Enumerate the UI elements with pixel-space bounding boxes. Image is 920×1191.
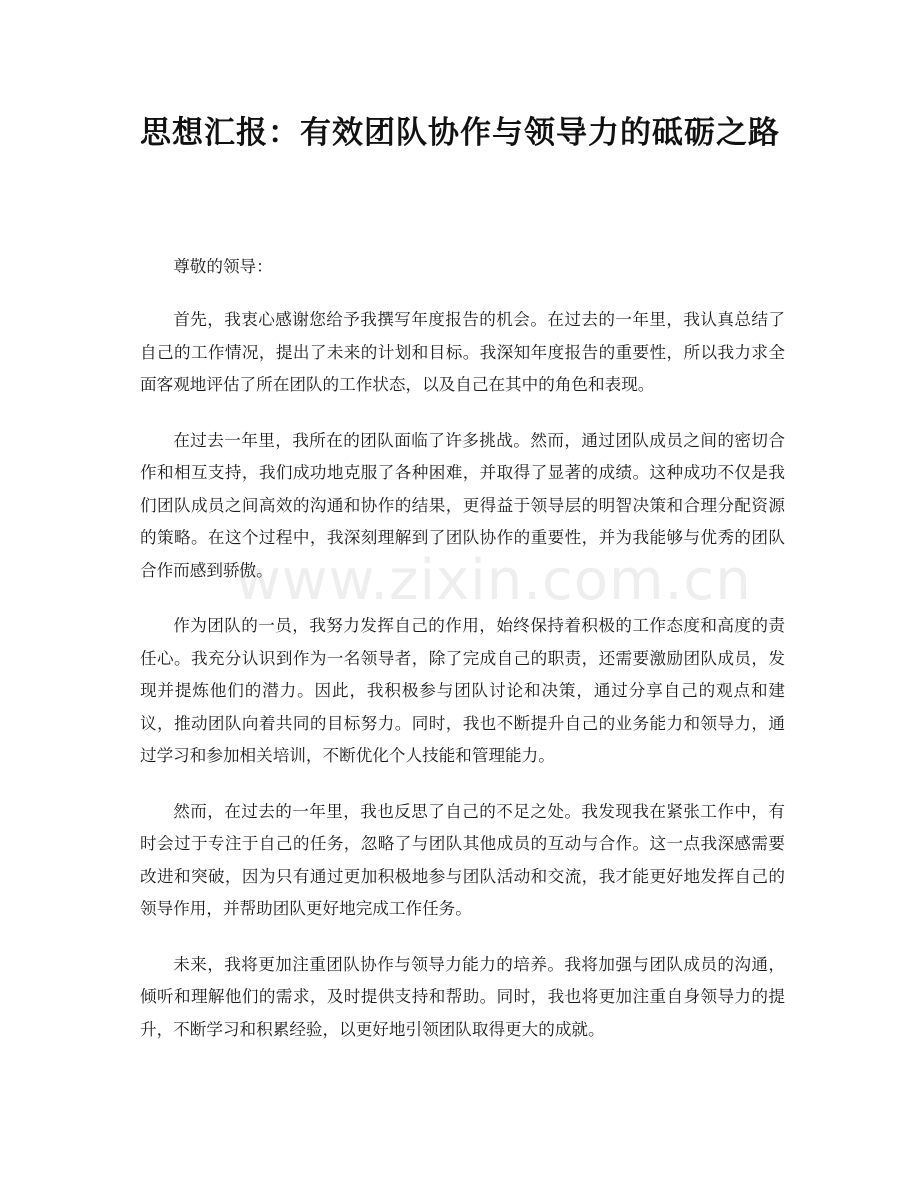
paragraph-2: 在过去一年里，我所在的团队面临了许多挑战。然而，通过团队成员之间的密切合作和相互支持，我们成功地克服了各种困难，并取得了显著的成绩。这种成功不仅是我们团队成员之间高效的沟通和协作的结果，更得益于领导层的明智决策和合理分配资源的策略。在这个过程中，我深刻理解到了团队协作的重要性，并为我能够与优秀的团队合作而感到骄傲。 [140,430,785,580]
salutation: 尊敬的领导： [173,257,273,276]
watermark: www.zixin.com.cn [235,548,752,613]
document-body [140,251,785,1069]
paragraph-1: 首先，我衷心感谢您给予我撰写年度报告的机会。在过去的一年里，我认真总结了自己的工作情况，提出了未来的计划和目标。我深知年度报告的重要性，所以我力求全面客观地评估了所在团队的工作状态，以及自己在其中的角色和表现。 [140,310,785,394]
paragraph-3: 作为团队的一员，我努力发挥自己的作用，始终保持着积极的工作态度和高度的责任心。我充分认识到作为一名领导者，除了完成自己的职责，还需要激励团队成员，发现并提炼他们的潜力。因此，我积极参与团队讨论和决策，通过分享自己的观点和建议，推动团队向着共同的目标努力。同时，我也不断提升自己的业务能力和领导力，通过学习和参加相关培训，不断优化个人技能和管理能力。 [140,616,785,765]
paragraph-4: 然而，在过去的一年里，我也反思了自己的不足之处。我发现我在紧张工作中，有时会过于专注于自己的任务，忽略了与团队其他成员的互动与合作。这一点我深感需要改进和突破，因为只有通过更加积极地参与团队活动和交流，我才能更好地发挥自己的领导作用，并帮助团队更好地完成工作任务。 [140,801,785,918]
document-title: 思想汇报：有效团队协作与领导力的砥砺之路 [140,115,780,151]
paragraph-5: 未来，我将更加注重团队协作与领导力能力的培养。我将加强与团队成员的沟通，倾听和理解他们的需求，及时提供支持和帮助。同时，我也将更加注重自身领导力的提升，不断学习和积累经验，以更好地引领团队取得更大的成就。 [140,954,785,1039]
